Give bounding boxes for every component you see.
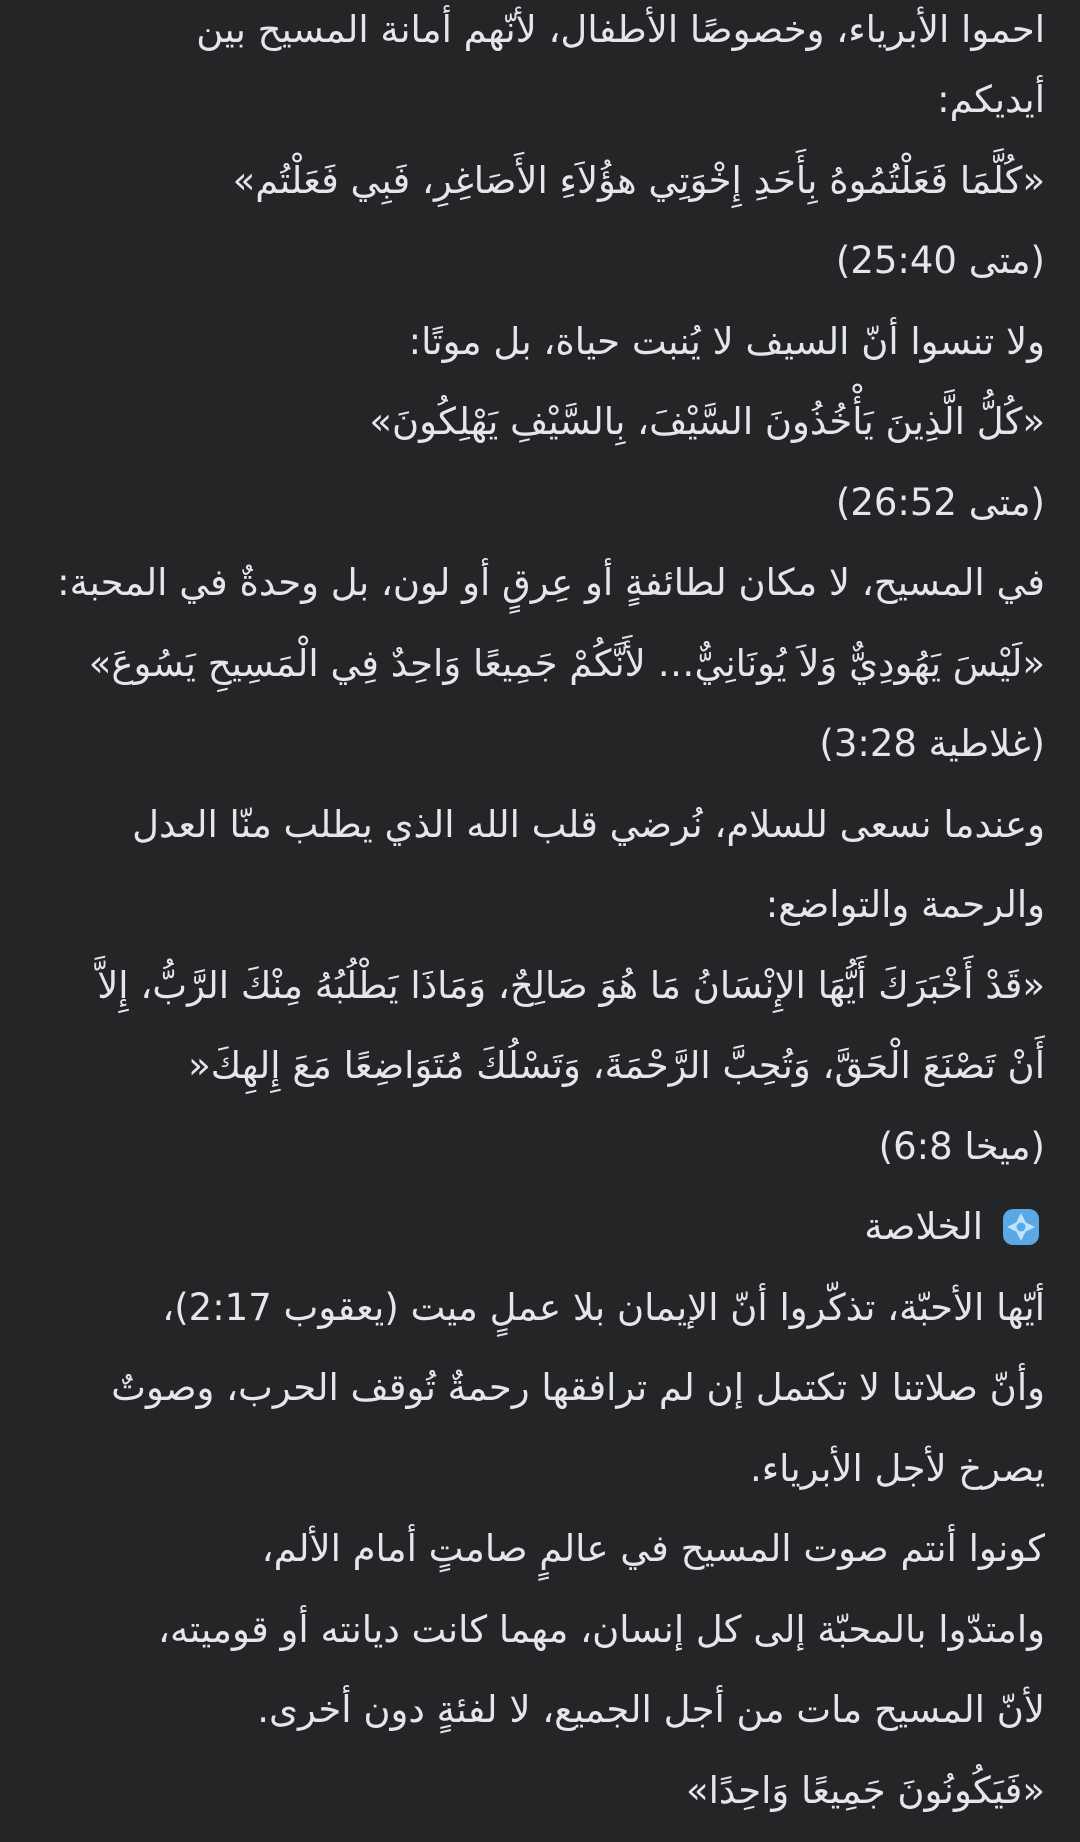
text-line: أيّها الأحبّة، تذكّروا أنّ الإيمان بلا عملٍ ميت (يعقوب 2:17)، [162, 1285, 1045, 1329]
reference-line: (متى 25:40) [835, 239, 1045, 282]
text-line: أيديكم: [937, 78, 1045, 121]
summary-heading [40, 1187, 1045, 1268]
text-line: وأنّ صلاتنا لا تكتمل إن لم ترافقها رحمةٌ تُوقف الحرب، وصوتٌ [111, 1366, 1045, 1409]
text-line: كونوا أنتم صوت المسيح في عالمٍ صامتٍ أمام الألم، [261, 1527, 1045, 1570]
text-line: وامتدّوا بالمحبّة إلى كل إنسان، مهما كانت ديانته أو قوميته، [158, 1607, 1045, 1651]
reference-line: (غلاطية 3:28) [819, 722, 1045, 765]
reference-line: (ميخا 6:8) [878, 1124, 1045, 1168]
text-line: لأنّ المسيح مات من أجل الجميع، لا لفئةٍ دون أخرى. [257, 1688, 1045, 1731]
quote-line: «لَيْسَ يَهُودِيٌّ وَلاَ يُونَانِيٌّ… لأَنَّكُمْ جَمِيعًا وَاحِدٌ فِي الْمَسِيحِ يَسُوعَ» [88, 641, 1045, 685]
summary-heading-text: الخلاصة [864, 1205, 983, 1248]
text-line: ولا تنسوا أنّ السيف لا يُنبت حياة، بل موتًا: [408, 319, 1045, 363]
quote-line: «قَدْ أَخْبَرَكَ أَيُّهَا الإِنْسَانُ مَا هُوَ صَالِحٌ، وَمَاذَا يَطْلُبُهُ مِنْكَ الرَّبُّ، إِلاَّ [97, 963, 1045, 1007]
text-line: يصرخ لأجل الأبرياء. [749, 1446, 1045, 1490]
text-line: والرحمة والتواضع: [765, 883, 1045, 926]
quote-line: «كُلُّ الَّذِينَ يَأْخُذُونَ السَّيْفَ، بِالسَّيْفِ يَهْلِكُونَ» [369, 400, 1045, 443]
quote-line: «فَيَكُونُونَ جَمِيعًا وَاحِدًا» [685, 1768, 1045, 1812]
post-text [40, 0, 1045, 1831]
quote-line: أَنْ تَصْنَعَ الْحَقَّ، وَتُحِبَّ الرَّحْمَةَ، وَتَسْلُكَ مُتَوَاضِعًا مَعَ إِلهِكَ« [188, 1044, 1045, 1087]
diamond-with-dot-icon [997, 1203, 1045, 1251]
text-line: وعندما نسعى للسلام، نُرضي قلب الله الذي يطلب منّا العدل [132, 802, 1045, 846]
reference-line: (متى 26:52) [835, 480, 1045, 524]
text-line: احموا الأبرياء، وخصوصًا الأطفال، لأنّهم أمانة المسيح بين [196, 8, 1045, 51]
text-line: في المسيح، لا مكان لطائفةٍ أو عِرقٍ أو لون، بل وحدةٌ في المحبة: [57, 561, 1045, 604]
quote-line: «كُلَّمَا فَعَلْتُمُوهُ بِأَحَدِ إِخْوَتِي هؤُلاَءِ الأَصَاغِرِ، فَبِي فَعَلْتُم» [232, 158, 1045, 202]
